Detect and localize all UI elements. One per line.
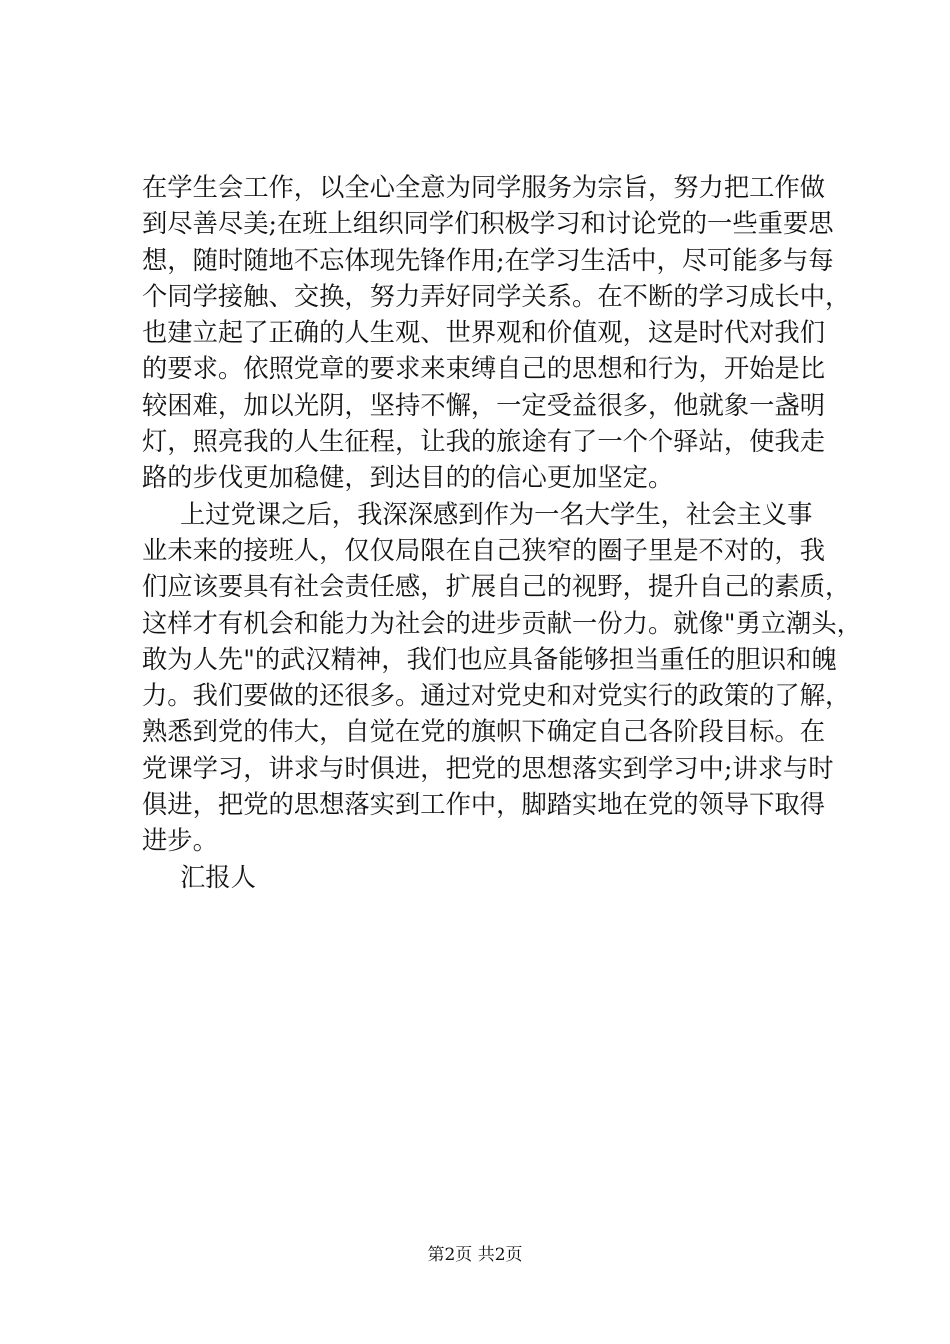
paragraph-signature <box>142 860 822 896</box>
page-footer <box>0 1244 950 1266</box>
text-line: 业未来的接班人，仅仅局限在自己狭窄的圈子里是不对的，我 <box>142 535 826 565</box>
page-number-label: 第2页 共2页 <box>427 1245 523 1265</box>
text-line: 们应该要具有社会责任感，扩展自己的视野，提升自己的素质， <box>142 572 851 602</box>
text-line: 路的步伐更加稳健，到达目的的信心更加坚定。 <box>142 463 674 493</box>
text-line: 灯，照亮我的人生征程，让我的旅途有了一个个驿站，使我走 <box>142 427 826 457</box>
paragraph-2 <box>142 497 862 860</box>
text-line: 想，随时随地不忘体现先锋作用;在学习生活中，尽可能多与每 <box>142 245 834 275</box>
text-line: 俱进，把党的思想落实到工作中，脚踏实地在党的领导下取得 <box>142 790 826 820</box>
text-line: 敢为人先"的武汉精神，我们也应具备能够担当重任的胆识和魄 <box>142 644 837 674</box>
document-body <box>142 170 862 896</box>
reporter-label: 汇报人 <box>180 862 256 892</box>
text-line: 的要求。依照党章的要求来束缚自己的思想和行为，开始是比 <box>142 354 826 384</box>
text-line: 熟悉到党的伟大，自觉在党的旗帜下确定自己各阶段目标。在 <box>142 717 826 747</box>
text-line: 上过党课之后，我深深感到作为一名大学生，社会主义事 <box>180 499 813 529</box>
text-line: 这样才有机会和能力为社会的进步贡献一份力。就像"勇立潮头， <box>142 608 862 638</box>
text-line: 在学生会工作，以全心全意为同学服务为宗旨，努力把工作做 <box>142 173 826 202</box>
text-line: 党课学习，讲求与时俱进，把党的思想落实到学习中;讲求与时 <box>142 753 834 783</box>
text-line: 较困难，加以光阴，坚持不懈，一定受益很多，他就象一盏明 <box>142 390 826 420</box>
text-line: 力。我们要做的还很多。通过对党史和对党实行的政策的了解， <box>142 681 851 711</box>
text-line: 进步。 <box>142 826 218 856</box>
text-line: 到尽善尽美;在班上组织同学们积极学习和讨论党的一些重要思 <box>142 209 834 239</box>
paragraph-1 <box>142 170 851 497</box>
text-line: 也建立起了正确的人生观、世界观和价值观，这是时代对我们 <box>142 318 826 348</box>
text-line: 个同学接触、交换，努力弄好同学关系。在不断的学习成长中， <box>142 281 851 311</box>
